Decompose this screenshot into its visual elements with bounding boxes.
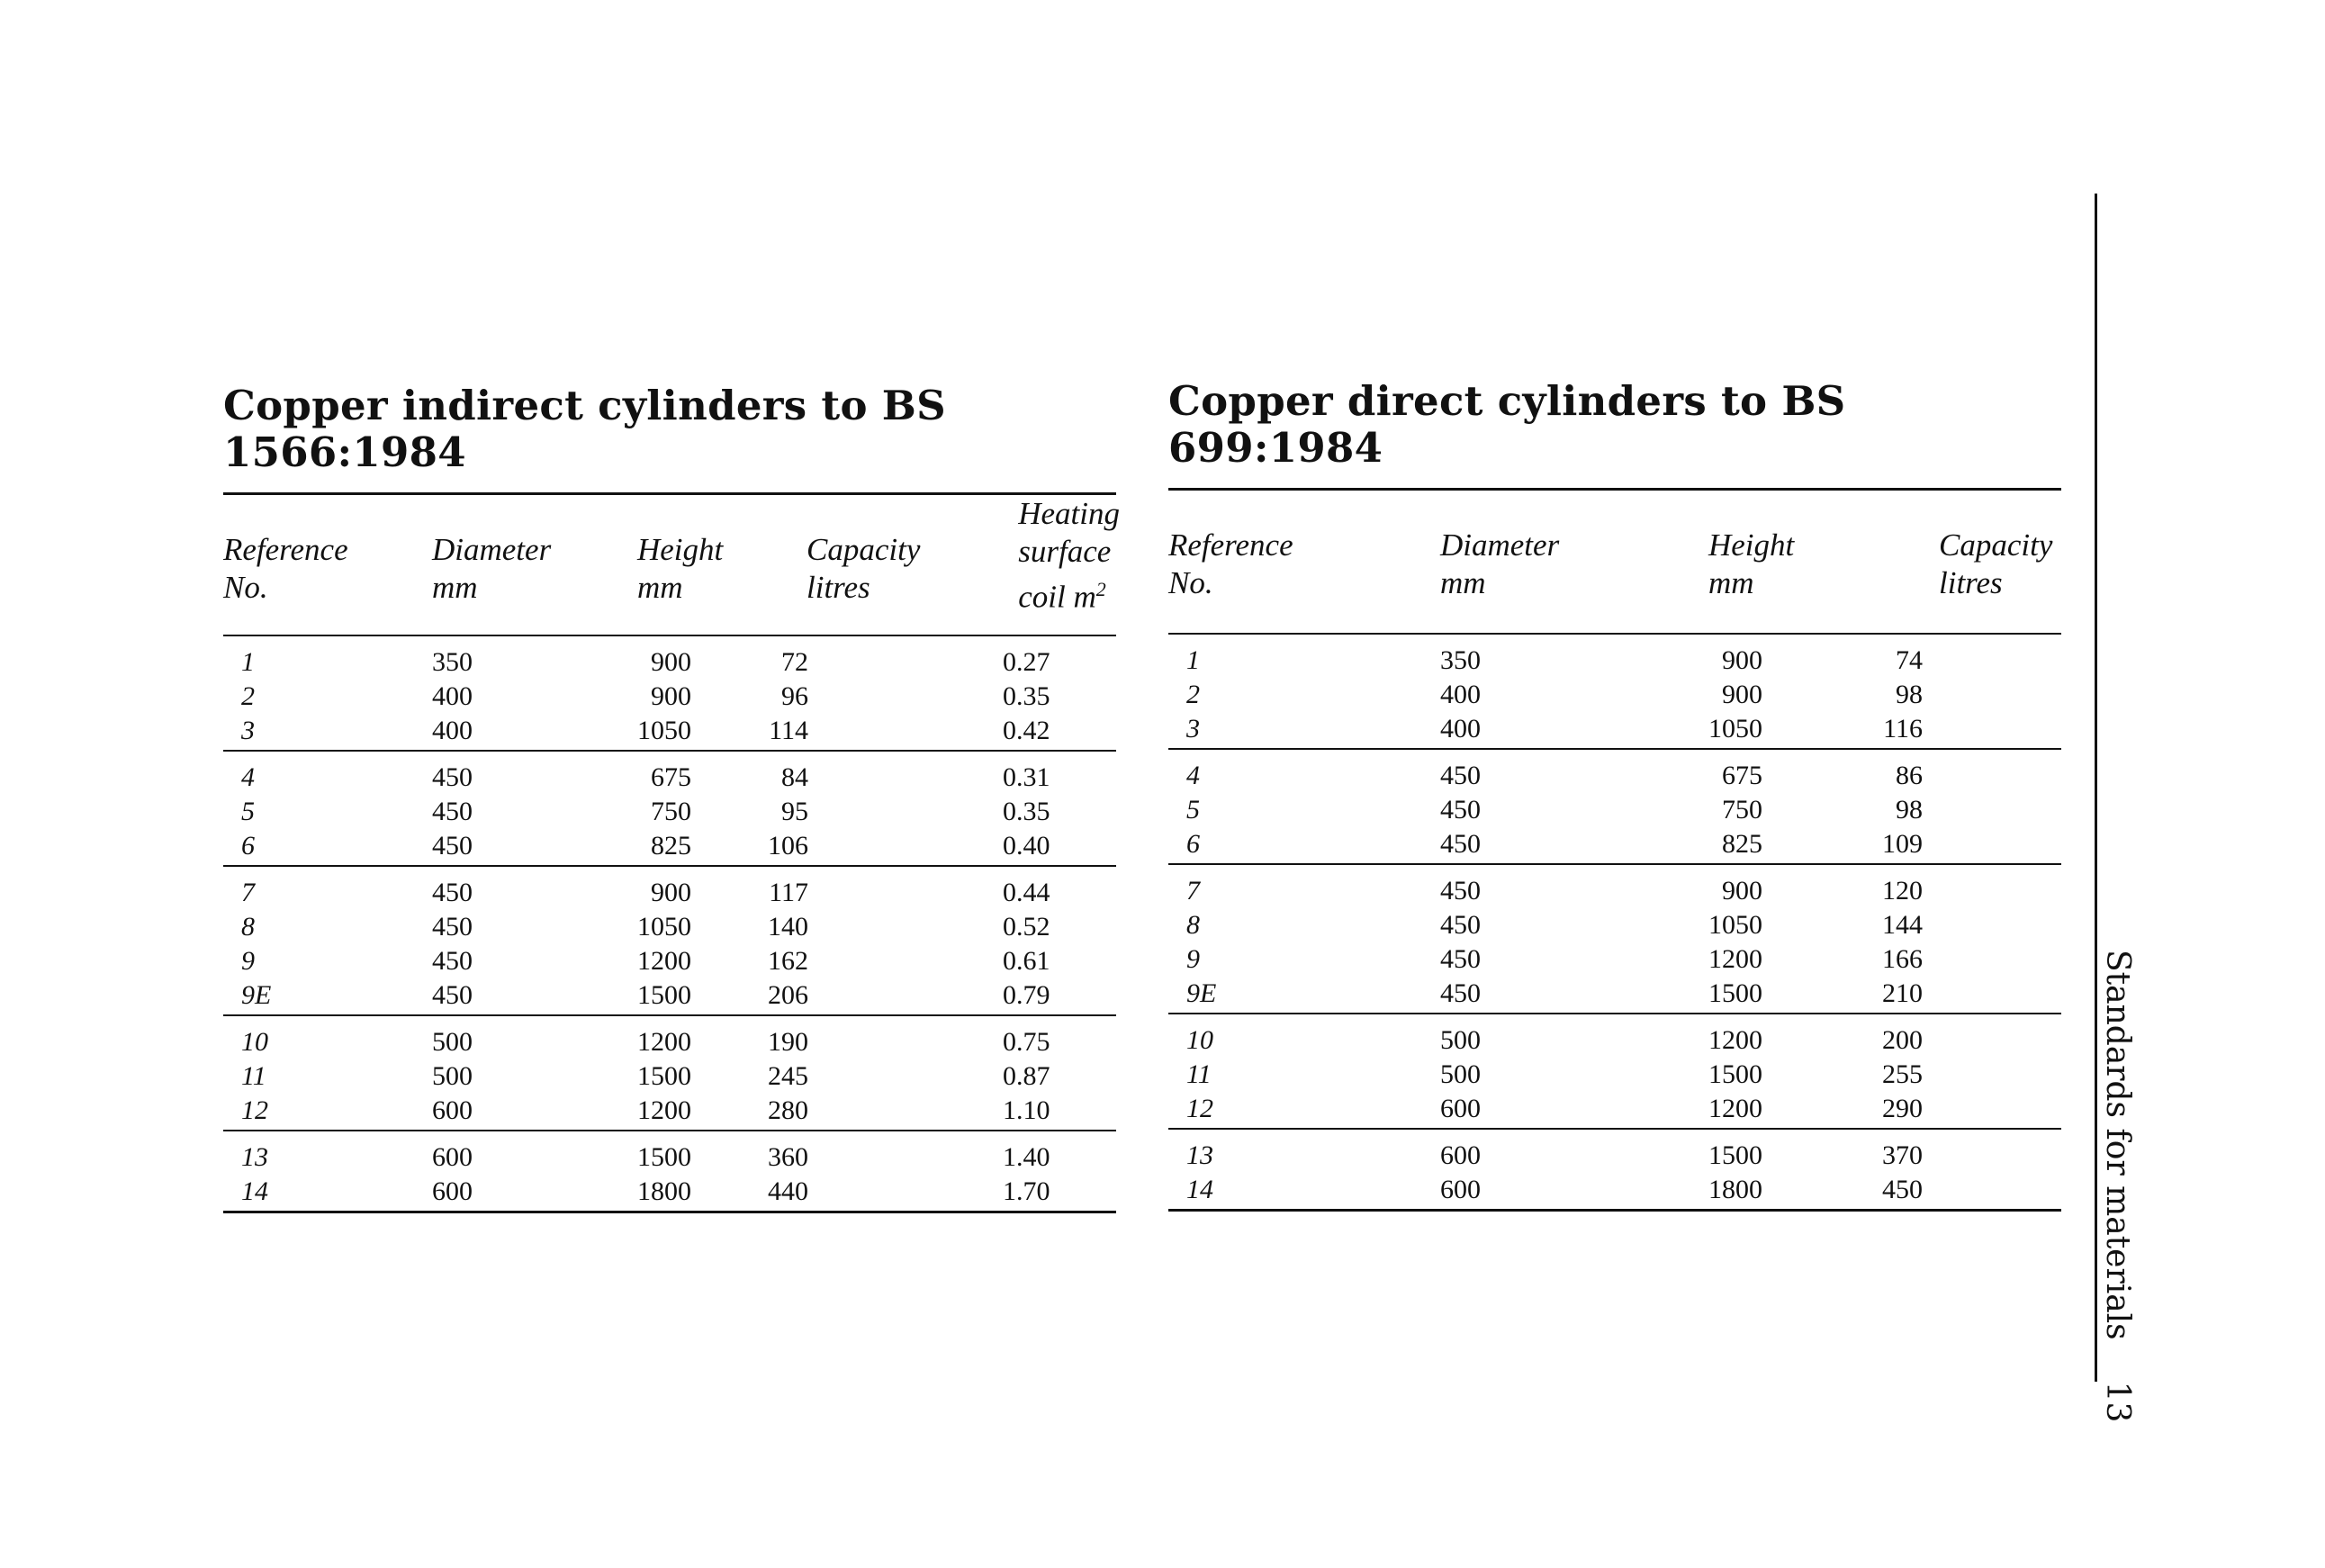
cell-heating-surface: 0.31 <box>1003 762 1050 792</box>
cell-heating-surface: 0.87 <box>1003 1061 1050 1091</box>
bottom-rule <box>1168 1209 2061 1212</box>
cell-diameter: 450 <box>432 831 473 861</box>
cell-height: 825 <box>651 831 691 861</box>
table-row <box>1168 1173 2061 1207</box>
cell-height: 1200 <box>1708 1094 1762 1123</box>
cell-height: 1800 <box>637 1176 691 1206</box>
cell-heating-surface: 0.79 <box>1003 980 1050 1010</box>
cell-capacity: 162 <box>768 946 808 976</box>
cell-diameter: 600 <box>432 1176 473 1206</box>
table-row <box>1168 1058 2061 1092</box>
cell-capacity: 370 <box>1882 1140 1923 1170</box>
cell-reference: 3 <box>241 716 255 745</box>
cell-capacity: 255 <box>1882 1059 1923 1089</box>
direct-cylinders-table <box>1168 378 2061 1212</box>
cell-height: 1500 <box>637 1142 691 1172</box>
bottom-rule <box>223 1211 1116 1213</box>
indirect-title-line2: 1566:1984 <box>223 428 466 476</box>
table-row <box>1168 874 2061 908</box>
cell-height: 1500 <box>1708 1059 1762 1089</box>
cell-heating-surface: 0.35 <box>1003 797 1050 826</box>
cell-height: 900 <box>1722 876 1762 906</box>
cell-capacity: 120 <box>1882 876 1923 906</box>
cell-diameter: 500 <box>1440 1025 1481 1055</box>
cell-reference: 7 <box>241 878 255 907</box>
direct-title-line2: 699:1984 <box>1168 424 1383 472</box>
cell-diameter: 500 <box>432 1027 473 1057</box>
table-row <box>223 714 1116 748</box>
cell-capacity: 200 <box>1882 1025 1923 1055</box>
cell-diameter: 450 <box>1440 795 1481 825</box>
indirect-title-line1: Copper indirect cylinders to BS <box>223 382 946 429</box>
cell-reference: 4 <box>241 762 255 792</box>
header-height: Height mm <box>1708 527 1795 600</box>
cell-height: 1500 <box>1708 978 1762 1008</box>
cell-height: 750 <box>651 797 691 826</box>
cell-height: 900 <box>1722 680 1762 709</box>
table-row <box>1168 942 2061 977</box>
header-reference: Reference No. <box>223 532 348 605</box>
header-height: Height mm <box>637 532 724 605</box>
cell-diameter: 450 <box>432 980 473 1010</box>
cell-diameter: 350 <box>432 647 473 677</box>
cell-capacity: 166 <box>1882 944 1923 974</box>
cell-capacity: 109 <box>1882 829 1923 859</box>
margin-rule <box>2095 194 2097 1382</box>
table-row <box>1168 827 2061 861</box>
table-row <box>1168 793 2061 827</box>
cell-capacity: 72 <box>781 647 808 677</box>
cell-reference: 9E <box>241 980 272 1010</box>
cell-reference: 1 <box>241 647 255 677</box>
cell-heating-surface: 0.61 <box>1003 946 1050 976</box>
cell-diameter: 450 <box>1440 910 1481 940</box>
cell-diameter: 450 <box>1440 978 1481 1008</box>
cell-capacity: 74 <box>1896 645 1923 675</box>
table-row <box>1168 1023 2061 1058</box>
cell-capacity: 144 <box>1882 910 1923 940</box>
cell-height: 1200 <box>637 1095 691 1125</box>
cell-reference: 2 <box>1186 680 1200 709</box>
cell-diameter: 450 <box>432 878 473 907</box>
cell-heating-surface: 1.10 <box>1003 1095 1050 1125</box>
cell-diameter: 450 <box>1440 829 1481 859</box>
cell-capacity: 290 <box>1882 1094 1923 1123</box>
cell-reference: 9 <box>1186 944 1200 974</box>
cell-heating-surface: 0.35 <box>1003 681 1050 711</box>
cell-height: 1050 <box>1708 910 1762 940</box>
header-heating-surface: Heating surface coil $m^2$ <box>1018 496 1120 615</box>
cell-capacity: 96 <box>781 681 808 711</box>
table-row <box>223 1175 1116 1209</box>
cell-reference: 3 <box>1186 714 1200 743</box>
cell-capacity: 117 <box>769 878 808 907</box>
table-row <box>223 1094 1116 1128</box>
cell-capacity: 210 <box>1882 978 1923 1008</box>
cell-diameter: 400 <box>432 681 473 711</box>
cell-reference: 11 <box>1186 1059 1212 1089</box>
cell-height: 750 <box>1722 795 1762 825</box>
cell-reference: 7 <box>1186 876 1200 906</box>
header-diameter: Diameter mm <box>1440 527 1560 600</box>
cell-diameter: 450 <box>432 912 473 942</box>
cell-capacity: 95 <box>781 797 808 826</box>
cell-capacity: 360 <box>768 1142 808 1172</box>
section-title: Standards for materials <box>2099 950 2136 1340</box>
cell-capacity: 190 <box>768 1027 808 1057</box>
header-reference: Reference No. <box>1168 527 1293 600</box>
cell-diameter: 450 <box>432 762 473 792</box>
cell-heating-surface: 0.52 <box>1003 912 1050 942</box>
indirect-table-title <box>223 383 1116 476</box>
cell-diameter: 350 <box>1440 645 1481 675</box>
cell-height: 900 <box>651 878 691 907</box>
cell-reference: 4 <box>1186 761 1200 790</box>
cell-capacity: 450 <box>1882 1175 1923 1204</box>
direct-table-header <box>1168 491 2061 633</box>
cell-heating-surface: 1.70 <box>1003 1176 1050 1206</box>
cell-diameter: 500 <box>432 1061 473 1091</box>
row-group <box>223 636 1116 750</box>
table-row <box>223 978 1116 1013</box>
table-row <box>223 680 1116 714</box>
cell-diameter: 450 <box>432 946 473 976</box>
table-row <box>223 829 1116 863</box>
row-group <box>223 752 1116 865</box>
row-group <box>1168 865 2061 1013</box>
cell-height: 1050 <box>1708 714 1762 743</box>
cell-height: 1200 <box>1708 944 1762 974</box>
cell-reference: 14 <box>241 1176 268 1206</box>
cell-reference: 12 <box>241 1095 268 1125</box>
cell-diameter: 400 <box>1440 680 1481 709</box>
cell-reference: 2 <box>241 681 255 711</box>
cell-capacity: 440 <box>768 1176 808 1206</box>
cell-reference: 9E <box>1186 978 1217 1008</box>
table-row <box>223 1025 1116 1059</box>
cell-height: 675 <box>651 762 691 792</box>
cell-reference: 8 <box>1186 910 1200 940</box>
cell-diameter: 600 <box>1440 1094 1481 1123</box>
cell-heating-surface: 1.40 <box>1003 1142 1050 1172</box>
cell-height: 1200 <box>637 1027 691 1057</box>
cell-reference: 5 <box>241 797 255 826</box>
table-row <box>223 761 1116 795</box>
table-row <box>223 944 1116 978</box>
header-diameter: Diameter mm <box>432 532 552 605</box>
cell-height: 1200 <box>637 946 691 976</box>
cell-reference: 5 <box>1186 795 1200 825</box>
table-row <box>1168 644 2061 678</box>
table-row <box>1168 977 2061 1011</box>
cell-reference: 6 <box>241 831 255 861</box>
row-group <box>1168 1014 2061 1128</box>
cell-diameter: 450 <box>1440 761 1481 790</box>
cell-height: 900 <box>1722 645 1762 675</box>
page-number: 13 <box>2099 1381 2136 1423</box>
cell-reference: 11 <box>241 1061 266 1091</box>
cell-heating-surface: 0.42 <box>1003 716 1050 745</box>
table-row <box>1168 712 2061 746</box>
cell-reference: 13 <box>241 1142 268 1172</box>
table-row <box>223 876 1116 910</box>
cell-capacity: 114 <box>769 716 808 745</box>
cell-reference: 10 <box>1186 1025 1213 1055</box>
indirect-table-header <box>223 495 1120 635</box>
cell-height: 900 <box>651 647 691 677</box>
cell-capacity: 140 <box>768 912 808 942</box>
cell-heating-surface: 0.27 <box>1003 647 1050 677</box>
cell-reference: 10 <box>241 1027 268 1057</box>
cell-capacity: 206 <box>768 980 808 1010</box>
cell-diameter: 500 <box>1440 1059 1481 1089</box>
cell-diameter: 600 <box>432 1142 473 1172</box>
cell-diameter: 450 <box>1440 944 1481 974</box>
cell-height: 1050 <box>637 716 691 745</box>
cell-heating-surface: 0.75 <box>1003 1027 1050 1057</box>
cell-diameter: 600 <box>1440 1140 1481 1170</box>
cell-height: 1050 <box>637 912 691 942</box>
cell-capacity: 86 <box>1896 761 1923 790</box>
cell-diameter: 400 <box>1440 714 1481 743</box>
cell-capacity: 280 <box>768 1095 808 1125</box>
cell-diameter: 450 <box>1440 876 1481 906</box>
cell-height: 1500 <box>637 1061 691 1091</box>
cell-height: 1500 <box>1708 1140 1762 1170</box>
cell-reference: 8 <box>241 912 255 942</box>
row-group <box>223 1016 1116 1130</box>
indirect-cylinders-table <box>223 382 1120 1213</box>
cell-height: 1800 <box>1708 1175 1762 1204</box>
indirect-table-body <box>223 636 1116 1211</box>
row-group <box>223 1131 1116 1211</box>
table-row <box>223 795 1116 829</box>
cell-heating-surface: 0.44 <box>1003 878 1050 907</box>
cell-reference: 12 <box>1186 1094 1213 1123</box>
cell-height: 675 <box>1722 761 1762 790</box>
table-row <box>1168 678 2061 712</box>
direct-table-body <box>1168 635 2061 1209</box>
row-group <box>1168 1130 2061 1209</box>
cell-reference: 9 <box>241 946 255 976</box>
direct-table-title <box>1168 378 2061 472</box>
cell-height: 1200 <box>1708 1025 1762 1055</box>
cell-reference: 6 <box>1186 829 1200 859</box>
cell-reference: 1 <box>1186 645 1200 675</box>
table-row <box>223 645 1116 680</box>
cell-height: 900 <box>651 681 691 711</box>
cell-diameter: 450 <box>432 797 473 826</box>
table-row <box>1168 1139 2061 1173</box>
header-capacity: Capacity litres <box>1939 527 2053 600</box>
table-row <box>1168 1092 2061 1126</box>
cell-capacity: 98 <box>1896 795 1923 825</box>
cell-height: 1500 <box>637 980 691 1010</box>
cell-diameter: 600 <box>432 1095 473 1125</box>
cell-reference: 13 <box>1186 1140 1213 1170</box>
row-group <box>223 867 1116 1014</box>
row-group <box>1168 750 2061 863</box>
table-row <box>223 1140 1116 1175</box>
cell-capacity: 106 <box>768 831 808 861</box>
cell-capacity: 84 <box>781 762 808 792</box>
cell-capacity: 98 <box>1896 680 1923 709</box>
row-group <box>1168 635 2061 748</box>
table-row <box>223 1059 1116 1094</box>
direct-title-line1: Copper direct cylinders to BS <box>1168 377 1846 425</box>
cell-diameter: 400 <box>432 716 473 745</box>
cell-reference: 14 <box>1186 1175 1213 1204</box>
table-row <box>1168 759 2061 793</box>
cell-capacity: 245 <box>768 1061 808 1091</box>
cell-diameter: 600 <box>1440 1175 1481 1204</box>
header-capacity: Capacity litres <box>807 532 921 605</box>
cell-heating-surface: 0.40 <box>1003 831 1050 861</box>
table-row <box>223 910 1116 944</box>
cell-capacity: 116 <box>1883 714 1923 743</box>
table-row <box>1168 908 2061 942</box>
cell-height: 825 <box>1722 829 1762 859</box>
